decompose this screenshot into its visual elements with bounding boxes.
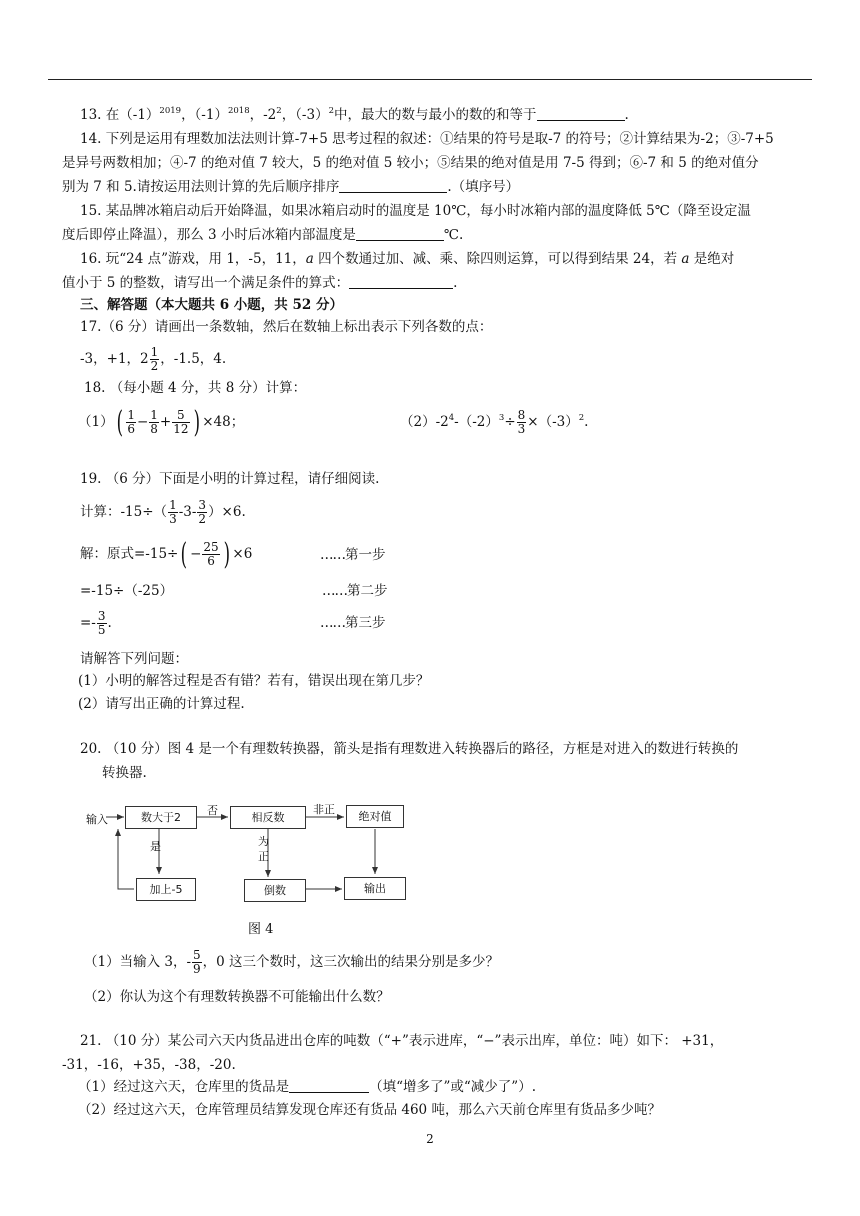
- step-2-note: ……第二步: [322, 583, 388, 599]
- question-19-ask: 请解答下列问题：: [80, 651, 188, 667]
- step-1-note: ……第一步: [320, 547, 386, 563]
- question-16-line-1: 16. 玩“24 点”游戏，用 1，-5，11，a 四个数通过加、减、乘、除四则运算，可以得到结果 24，若 a 是绝对: [80, 251, 735, 267]
- question-19-ask-2: (2）请写出正确的计算过程.: [78, 696, 245, 712]
- flow-no-label: 否: [207, 804, 218, 817]
- fraction: $\frac{1}{2}$: [150, 345, 159, 373]
- question-19-expression: 计算：-15÷（ $\frac{1}{3}$ -3- $\frac{3}{2}$ ）×6.: [80, 498, 246, 526]
- page-number: 2: [426, 1132, 434, 1146]
- question-19-ask-1: (1）小明的解答过程是否有错？若有，错误出现在第几步？: [78, 673, 430, 689]
- question-14-line-3: 别为 7 和 5.请按运用法则计算的先后顺序排序 .（填序号）: [62, 179, 520, 195]
- question-14-line-1: 14. 下列是运用有理数加法法则计算-7+5 思考过程的叙述：①结果的符号是取-7 的符号；②计算结果为-2；③-7+5: [80, 131, 774, 147]
- flow-input-label: 输入: [86, 813, 108, 826]
- question-15-line-1: 15. 某品牌冰箱启动后开始降温，如果冰箱启动时的温度是 10℃，每小时冰箱内部的温度降低 5℃（降至设定温: [80, 203, 751, 219]
- question-16-line-2: 值小于 5 的整数，请写出一个满足条件的算式： .: [62, 275, 458, 291]
- question-20-ask-2: （2）你认为这个有理数转换器不可能输出什么数？: [84, 989, 390, 1005]
- flow-positive-label-1: 为: [258, 835, 269, 848]
- question-14-line-2: 是异号两数相加；④-7 的绝对值 7 较大，5 的绝对值 5 较小；⑤结果的绝对值是用 7-5 得到；⑥-7 和 5 的绝对值分: [62, 155, 759, 171]
- step-3-note: ……第三步: [320, 615, 386, 631]
- question-21-line-1: 21. （10 分）某公司六天内货品进出仓库的吨数（“+”表示进库，“−”表示出库，单位：吨）如下： +31，: [80, 1033, 724, 1049]
- question-17-numbers: -3，+1，2 $\frac{1}{2}$ ，-1.5，4.: [80, 345, 227, 373]
- flow-box-reciprocal: 倒数: [244, 879, 306, 902]
- flow-positive-label-2: 正: [258, 850, 269, 863]
- question-18-prompt: 18. （每小题 4 分，共 8 分）计算：: [84, 380, 307, 396]
- question-19-step-3: =- $\frac{3}{5}$ .: [80, 609, 112, 637]
- flow-box-absolute-value: 绝对值: [346, 805, 404, 828]
- flow-box-output: 输出: [344, 877, 406, 900]
- flow-box-add-minus-5: 加上-5: [136, 878, 196, 901]
- question-21-line-2: -31，-16，+35，-38，-20.: [62, 1057, 236, 1073]
- question-19-step-1: 解：原式=-15÷( − $\frac{25}{6}$ ) ×6: [80, 536, 253, 572]
- answer-blank-21[interactable]: [289, 1078, 369, 1093]
- question-21-ask-1: （1）经过这六天，仓库里的货品是 （填“增多了”或“减少了”）.: [78, 1079, 536, 1095]
- question-21-ask-2: （2）经过这六天，仓库管理员结算发现仓库还有货品 460 吨，那么六天前仓库里有货品多少吨？: [78, 1102, 661, 1118]
- section-3-title: 三、解答题（本大题共 6 小题，共 52 分）: [80, 297, 343, 313]
- question-19-step-2: =-15÷（-25）: [80, 583, 174, 599]
- question-18-part-1: （1）( $\frac{1}{6}$ − $\frac{1}{8}$ + $\frac{5}{12}$ ) ×48；: [78, 404, 245, 440]
- question-20-line-1: 20. （10 分）图 4 是一个有理数转换器，箭头是指有理数进入转换器后的路径，方框是对进入的数进行转换的: [80, 741, 739, 757]
- flow-box-opposite: 相反数: [230, 806, 306, 829]
- question-20-ask-1: （1）当输入 3，- $\frac{5}{9}$ ，0 这三个数时，这三次输出的结果分别是多少？: [84, 948, 500, 976]
- flow-nonpositive-label: 非正: [313, 803, 335, 816]
- question-19-prompt: 19. （6 分）下面是小明的计算过程，请仔细阅读.: [80, 471, 380, 487]
- question-18-part-2: $(2)-2^4-(-2)^3\div$ $\frac{8}{3}$ $\times(-3)^2$.: [400, 408, 589, 436]
- question-20-line-2: 转换器.: [102, 765, 147, 781]
- question-17-prompt: 17.（6 分）请画出一条数轴，然后在数轴上标出表示下列各数的点：: [80, 319, 493, 335]
- flow-yes-label: 是: [150, 840, 161, 853]
- figure-4-caption: 图 4: [248, 922, 274, 937]
- question-13: 13. 在$(-1)^{2019}$，$(-1)^{2018}$，$-2^2$，$(-3)^2$中，最大的数与最小的数的和等于 .: [80, 106, 629, 123]
- question-15-line-2: 度后即停止降温），那么 3 小时后冰箱内部温度是 ℃.: [62, 227, 464, 243]
- flow-box-greater-than-2: 数大于2: [125, 806, 197, 829]
